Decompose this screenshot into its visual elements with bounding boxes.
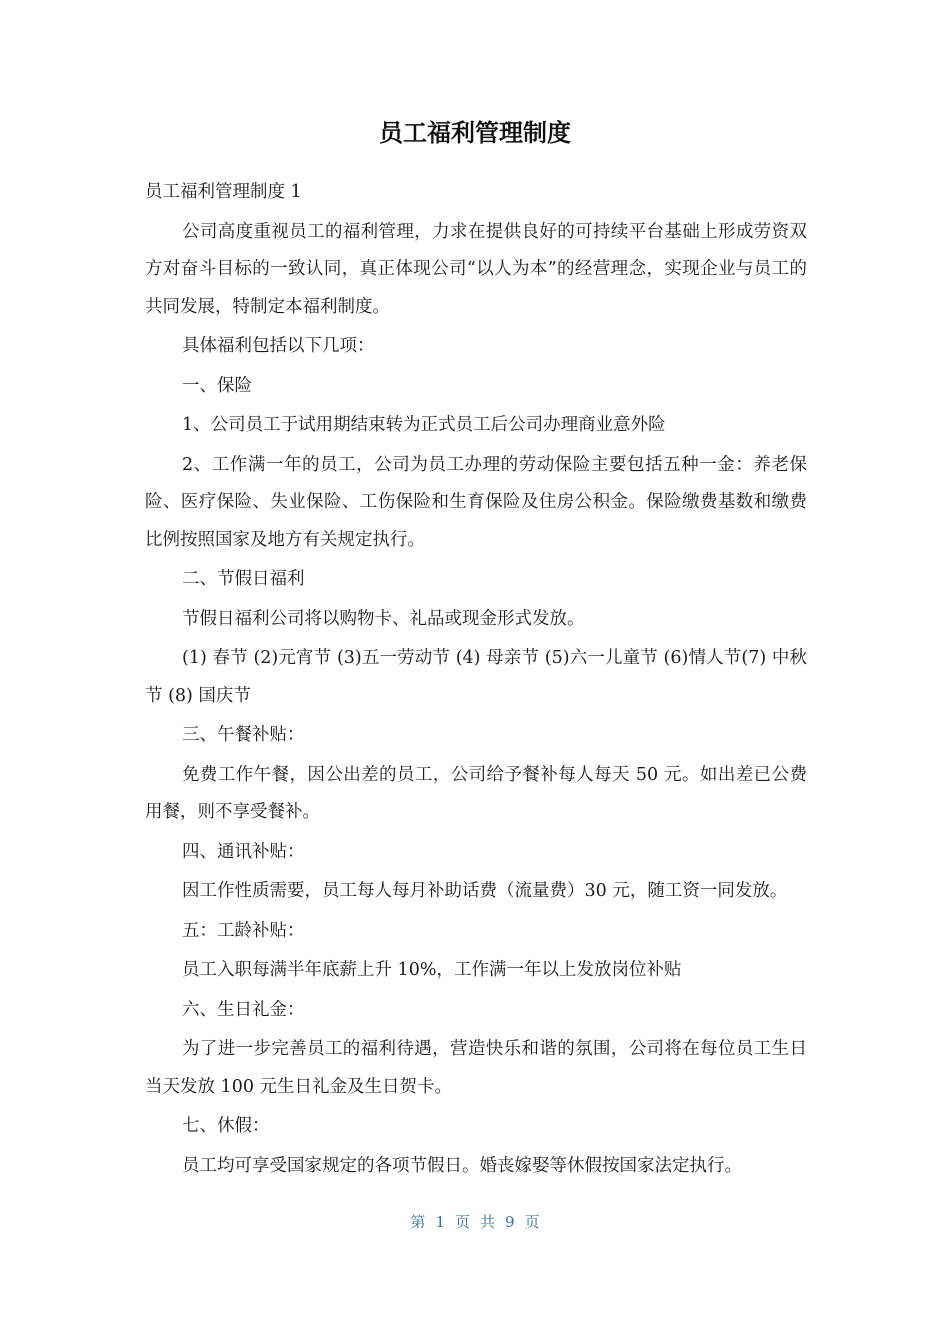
footer-total-pages: 9: [505, 1213, 515, 1231]
paragraph-3: 具体福利包括以下几项：: [182, 336, 375, 356]
footer-label-ye: 页: [454, 1213, 470, 1231]
paragraph-9: (1) 春节 (2)元宵节 (3)五一劳动节 (4) 母亲节 (5)六一儿童节 (6)情人节(7) 中秋节 (8) 国庆节: [145, 648, 807, 706]
paragraph-5: 1、公司员工于试用期结束转为正式员工后公司办理商业意外险: [182, 415, 666, 435]
paragraph-11: 免费工作午餐，因公出差的员工，公司给予餐补每人每天 50 元。如出差已公费用餐，则不享受餐补。: [145, 764, 807, 822]
paragraph-16: 六、生日礼金：: [182, 999, 305, 1020]
footer-current-page: 1: [435, 1213, 445, 1231]
paragraph-6: 2、工作满一年的员工，公司为员工办理的劳动保险主要包括五种一金：养老保险、医疗保险、失业保险、工伤保险和生育保险及住房公积金。保险缴费基数和缴费比例按照国家及地方有关规定执行。: [145, 454, 807, 550]
paragraph-14: 五：工龄补贴：: [182, 920, 305, 941]
paragraph-19: 员工均可享受国家规定的各项节假日。婚丧嫁娶等休假按国家法定执行。: [182, 1155, 742, 1176]
footer-label-gong: 共: [480, 1213, 496, 1231]
document-body: [145, 174, 807, 1187]
paragraph-8: 节假日福利公司将以购物卡、礼品或现金形式发放。: [182, 608, 585, 629]
paragraph-12: 四、通讯补贴：: [182, 841, 305, 862]
paragraph-1: 员工福利管理制度 1: [145, 182, 302, 202]
paragraph-7: 二、节假日福利: [182, 569, 305, 589]
paragraph-15: 员工入职每满半年底薪上升 10%，工作满一年以上发放岗位补贴: [182, 960, 682, 980]
footer-label-ye-end: 页: [524, 1213, 540, 1231]
paragraph-18: 七、休假：: [182, 1116, 270, 1136]
footer-label-di: 第: [410, 1213, 426, 1231]
paragraph-10: 三、午餐补贴：: [182, 725, 305, 745]
paragraph-17: 为了进一步完善员工的福利待遇，营造快乐和谐的氛围，公司将在每位员工生日当天发放 100 元生日礼金及生日贺卡。: [145, 1039, 807, 1097]
paragraph-4: 一、保险: [182, 375, 252, 396]
paragraph-2: 公司高度重视员工的福利管理，力求在提供良好的可持续平台基础上形成劳资双方对奋斗目标的一致认同，真正体现公司“以人为本”的经营理念，实现企业与员工的共同发展，特制定本福利制度。: [145, 221, 807, 317]
paragraph-13: 因工作性质需要，员工每人每月补助话费（流量费）30 元，随工资一同发放。: [182, 881, 788, 901]
document-title: 员工福利管理制度: [379, 119, 571, 147]
page-footer: [0, 1211, 950, 1233]
